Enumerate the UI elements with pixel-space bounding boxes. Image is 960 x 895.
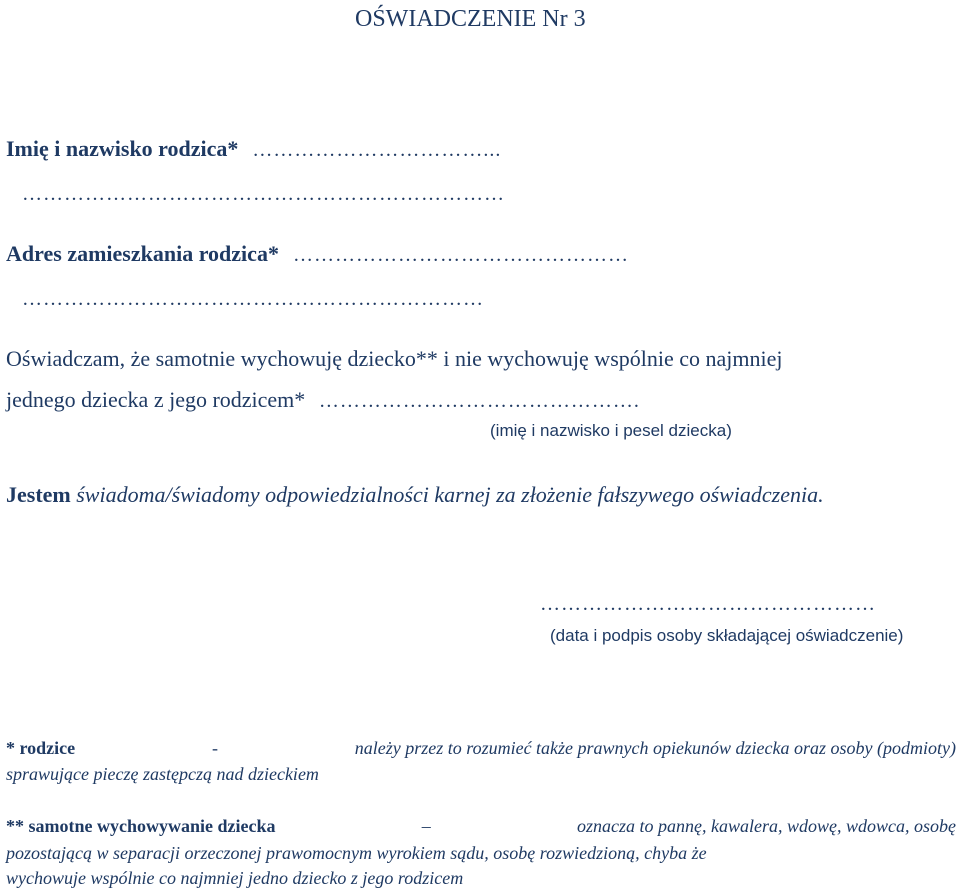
parent-name-field[interactable]: ……………………………... bbox=[252, 139, 502, 161]
parent-name-field-line2[interactable]: …………………………………………………………… bbox=[22, 183, 505, 205]
footnote2-text: oznacza to pannę, kawalera, wdowę, wdowca, osobę bbox=[577, 816, 956, 836]
footnote1-line2: sprawujące pieczę zastępczą nad dzieckiem bbox=[6, 764, 319, 784]
footnote2-line3: wychowuje wspólnie co najmniej jedno dziecko z jego rodzicem bbox=[6, 868, 464, 888]
footnote2-line1 bbox=[6, 816, 956, 837]
parent-name-row bbox=[6, 136, 501, 162]
address-row bbox=[6, 241, 629, 267]
footnote1-dash: - bbox=[211, 738, 218, 758]
awareness-statement bbox=[6, 482, 824, 508]
child-field[interactable]: ………………………………………. bbox=[318, 390, 640, 412]
child-field-caption: (imię i nazwisko i pesel dziecka) bbox=[490, 421, 732, 440]
footnote1-text: należy przez to rozumieć także prawnych opiekunów dziecka oraz osoby (podmioty) bbox=[354, 738, 956, 758]
statement-line2 bbox=[6, 387, 640, 413]
parent-name-label: Imię i nazwisko rodzica* bbox=[6, 136, 239, 161]
statement-text: jednego dziecka z jego rodzicem* bbox=[6, 387, 306, 412]
footnote2-line2: pozostającą w separacji orzeczonej prawomocnym wyrokiem sądu, osobę rozwiedzioną, chyba że bbox=[6, 843, 707, 863]
footnote2-marker: ** samotne wychowywanie dziecka bbox=[6, 816, 276, 836]
footnote1-line1 bbox=[6, 738, 956, 759]
address-field[interactable]: ………………………………………… bbox=[292, 244, 629, 266]
document-title: OŚWIADCZENIE Nr 3 bbox=[355, 6, 586, 32]
awareness-italic: świadoma/świadomy odpowiedzialności karnej za złożenie fałszywego oświadczenia. bbox=[76, 482, 824, 507]
statement-line1: Oświadczam, że samotnie wychowuję dziecko** i nie wychowuję wspólnie co najmniej bbox=[6, 346, 783, 371]
signature-caption: (data i podpis osoby składającej oświadczenie) bbox=[550, 626, 904, 645]
address-label: Adres zamieszkania rodzica* bbox=[6, 241, 279, 266]
footnote1-marker: * rodzice bbox=[6, 738, 76, 758]
footnote2-dash: – bbox=[421, 816, 431, 836]
address-field-line2[interactable]: ………………………………………………………… bbox=[22, 288, 484, 310]
awareness-bold: Jestem bbox=[6, 482, 71, 507]
signature-field[interactable]: ………………………………………… bbox=[540, 593, 876, 615]
